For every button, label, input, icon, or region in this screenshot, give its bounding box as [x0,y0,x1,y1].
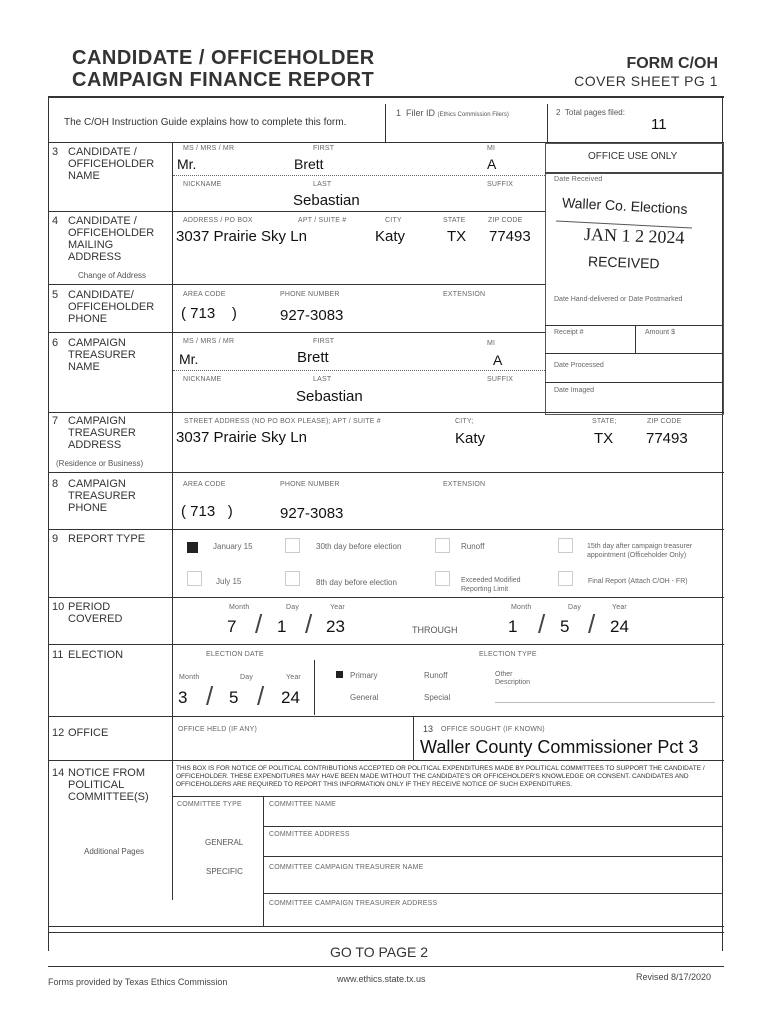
s7-label: CAMPAIGN TREASURER ADDRESS [68,415,136,451]
date-imaged-label: Date Imaged [554,387,595,394]
s10-from-day-header: Day [286,604,300,611]
s6-mi-value: A [493,352,503,368]
s6-last-value: Sebastian [296,388,363,405]
filer-id-label: 1 Filer ID (Ethics Commission Filers) [396,108,509,118]
report-8day-label: 8th day before election [316,578,397,587]
s11-year-header: Year [286,674,301,681]
s6-title-header: MS / MRS / MR [183,338,235,345]
s3-number: 3 [52,146,59,158]
s4-address-header: ADDRESS / PO BOX [183,217,253,224]
election-general-label: General [350,693,379,702]
s8-phone-header: PHONE NUMBER [280,481,340,488]
s7-city-header: CITY; [455,418,474,425]
s10-label: PERIOD COVERED [68,601,123,625]
s7-city-value: Katy [455,430,486,447]
s11-day-header: Day [240,674,254,681]
report-30day-label: 30th day before election [316,542,402,551]
s7-state-value: TX [594,430,614,447]
election-special-label: Special [424,693,451,702]
s9-label: REPORT TYPE [68,533,146,545]
s12-label: OFFICE [68,727,109,739]
report-8day-checkbox[interactable] [285,571,300,586]
s13-number: 13 [423,724,434,734]
s14-label: NOTICE FROM POLITICAL COMMITTEE(S) [68,767,149,803]
s11-month: 3 [178,688,188,707]
s4-city-header: CITY [385,217,402,224]
s8-number: 8 [52,478,59,490]
s8-label: CAMPAIGN TREASURER PHONE [68,478,136,514]
s5-number: 5 [52,289,59,301]
report-july15-label: July 15 [216,577,242,586]
report-jan15-label: January 15 [213,542,253,551]
change-of-address-label: Change of Address [78,271,147,280]
s4-state-header: STATE [443,217,466,224]
stamp-line2: JAN 1 2 2024 [583,224,685,248]
s7-sub-label: (Residence or Business) [56,459,144,468]
election-primary-checkbox[interactable] [336,671,343,678]
s10-to-month-header: Month [511,604,532,611]
s3-suffix-header: SUFFIX [487,181,514,188]
s3-mi-value: A [487,156,497,172]
report-jan15-checkbox[interactable] [187,542,198,553]
election-date-header: ELECTION DATE [206,651,264,658]
s10-to-year: 24 [610,617,629,636]
s4-city-value: Katy [375,228,406,245]
s4-label: CANDIDATE / OFFICEHOLDER MAILING ADDRESS [68,215,155,263]
report-final-checkbox[interactable] [558,571,573,586]
committee-treasurer-header: COMMITTEE CAMPAIGN TREASURER NAME [269,864,424,871]
s10-to-year-header: Year [612,604,627,611]
s7-zip-value: 77493 [646,430,688,447]
s3-last-value: Sebastian [293,192,360,209]
s11-month-header: Month [179,674,200,681]
s3-first-header: FIRST [313,145,335,152]
s6-first-header: FIRST [313,338,335,345]
form-title-line2: CAMPAIGN FINANCE REPORT [72,69,375,91]
election-runoff-label: Runoff [424,671,448,680]
committee-treasurer-address-header: COMMITTEE CAMPAIGN TREASURER ADDRESS [269,900,438,907]
s6-last-header: LAST [313,376,332,383]
committee-name-header: COMMITTEE NAME [269,801,336,808]
s5-phone-header: PHONE NUMBER [280,291,340,298]
date-processed-label: Date Processed [554,362,604,369]
s8-ext-header: EXTENSION [443,481,486,488]
s6-nickname-header: NICKNAME [183,376,222,383]
s9-number: 9 [52,533,59,545]
stamp-line3: RECEIVED [587,253,660,272]
report-final-label: Final Report (Attach C/OH - FR) [588,578,688,585]
s10-from-month-header: Month [229,604,250,611]
s10-from-year: 23 [326,617,345,636]
s11-number: 11 [52,649,64,661]
office-use-title: OFFICE USE ONLY [588,151,678,162]
receipt-label: Receipt # [554,329,584,336]
s12-number: 12 [52,727,65,739]
footer-revised: Revised 8/17/2020 [636,972,712,982]
s3-title-header: MS / MRS / MR [183,145,235,152]
office-sought-header: OFFICE SOUGHT (IF KNOWN) [441,726,545,733]
s6-mi-header: MI [487,340,496,347]
s7-number: 7 [52,415,59,427]
s5-area-value: ( 713 ) [181,305,237,322]
committee-specific-label: SPECIFIC [206,867,243,876]
s4-zip-value: 77493 [489,228,531,245]
s11-day: 5 [229,688,239,707]
date-received-label: Date Received [554,176,603,183]
s6-suffix-header: SUFFIX [487,376,514,383]
total-pages-label: 2 Total pages filed: [556,108,625,117]
s10-to-day: 5 [560,617,570,636]
s6-title-value: Mr. [179,351,199,367]
report-runoff-label: Runoff [461,542,485,551]
stamp-line1: Waller Co. Elections [561,194,688,217]
s3-last-header: LAST [313,181,332,188]
s8-area-header: AREA CODE [183,481,226,488]
s14-number: 14 [52,767,65,779]
through-label: THROUGH [412,625,458,635]
form-title-line1: CANDIDATE / OFFICEHOLDER [72,47,375,69]
report-15th-label: 15th day after campaign treasurer appointment (Officeholder Only) [587,543,693,559]
committee-general-label: GENERAL [205,838,244,847]
received-stamp [556,194,698,286]
additional-pages-label: Additional Pages [84,847,145,856]
total-pages-value: 11 [651,116,667,133]
election-other-label: Other Description [495,671,531,686]
s3-label: CANDIDATE / OFFICEHOLDER NAME [68,146,155,182]
report-july15-checkbox[interactable] [187,571,202,586]
s5-label: CANDIDATE/ OFFICEHOLDER PHONE [68,289,155,325]
report-exceeded-label: Exceeded Modified Reporting Limit [461,577,521,593]
s10-to-month: 1 [508,617,518,636]
election-primary-label: Primary [350,671,378,680]
s4-address-value: 3037 Prairie Sky Ln [176,228,307,245]
s7-address-value: 3037 Prairie Sky Ln [176,429,307,446]
s4-zip-header: ZIP CODE [488,217,523,224]
committee-type-header: COMMITTEE TYPE [177,801,242,808]
s10-from-year-header: Year [330,604,345,611]
s3-title-value: Mr. [177,156,197,172]
amount-label: Amount $ [645,329,675,336]
footer-website: www.ethics.state.tx.us [337,974,426,984]
s3-mi-header: MI [487,145,496,152]
election-type-header: ELECTION TYPE [479,651,537,658]
s7-address-header: STREET ADDRESS (NO PO BOX PLEASE); APT / SUITE # [184,418,381,425]
s6-first-value: Brett [297,349,329,366]
s14-notice: THIS BOX IS FOR NOTICE OF POLITICAL CONTRIBUTIONS ACCEPTED OR POLITICAL EXPENDITURES MADE BY POLITICAL COMMITTEES TO SUPPORT THE CANDIDATE / OFFICEHOLDER. THESE EXPENDITURES MAY HAVE BEEN MADE WITHOUT THE CANDIDATE'S OR OFFICEHOLDER'S KNOWLEDGE OR CONSENT. CANDIDATES AND OFFICEHOLDERS ARE REQUIRED TO REPORT THIS INFORMATION ONLY IF THEY RECEIVE NOTICE OF SUCH EXPENDITURES. [176,765,705,788]
s7-zip-header: ZIP CODE [647,418,682,425]
report-15th-checkbox[interactable] [558,538,573,553]
s5-ext-header: EXTENSION [443,291,486,298]
s11-label: ELECTION [68,649,124,661]
s3-nickname-header: NICKNAME [183,181,222,188]
s4-number: 4 [52,215,59,227]
s4-state-value: TX [447,228,467,245]
s10-from-month: 7 [227,617,237,636]
hand-delivered-label: Date Hand-delivered or Date Postmarked [554,296,683,303]
s7-state-header: STATE; [592,418,617,425]
s6-number: 6 [52,337,59,349]
s4-apt-header: APT / SUITE # [298,217,347,224]
office-held-header: OFFICE HELD (IF ANY) [178,726,258,733]
s5-phone-value: 927-3083 [280,307,344,324]
s3-first-value: Brett [294,156,324,172]
report-30day-checkbox[interactable] [285,538,300,553]
form-name: FORM C/OH [626,55,718,72]
go-to-page-2: GO TO PAGE 2 [330,944,429,960]
s5-area-header: AREA CODE [183,291,226,298]
s10-number: 10 [52,601,65,613]
s8-phone-value: 927-3083 [280,505,344,522]
instruction-text: The C/OH Instruction Guide explains how to complete this form. [64,117,347,128]
s11-year: 24 [281,688,300,707]
report-runoff-checkbox[interactable] [435,538,450,553]
s6-label: CAMPAIGN TREASURER NAME [68,337,136,373]
s10-from-day: 1 [277,617,287,636]
s8-area-value: ( 713 ) [181,503,233,520]
s10-to-day-header: Day [568,604,582,611]
form-subtitle: COVER SHEET PG 1 [574,73,718,89]
office-sought-value: Waller County Commissioner Pct 3 [420,737,699,757]
footer-provided: Forms provided by Texas Ethics Commission [48,977,228,987]
report-exceeded-checkbox[interactable] [435,571,450,586]
committee-address-header: COMMITTEE ADDRESS [269,831,350,838]
